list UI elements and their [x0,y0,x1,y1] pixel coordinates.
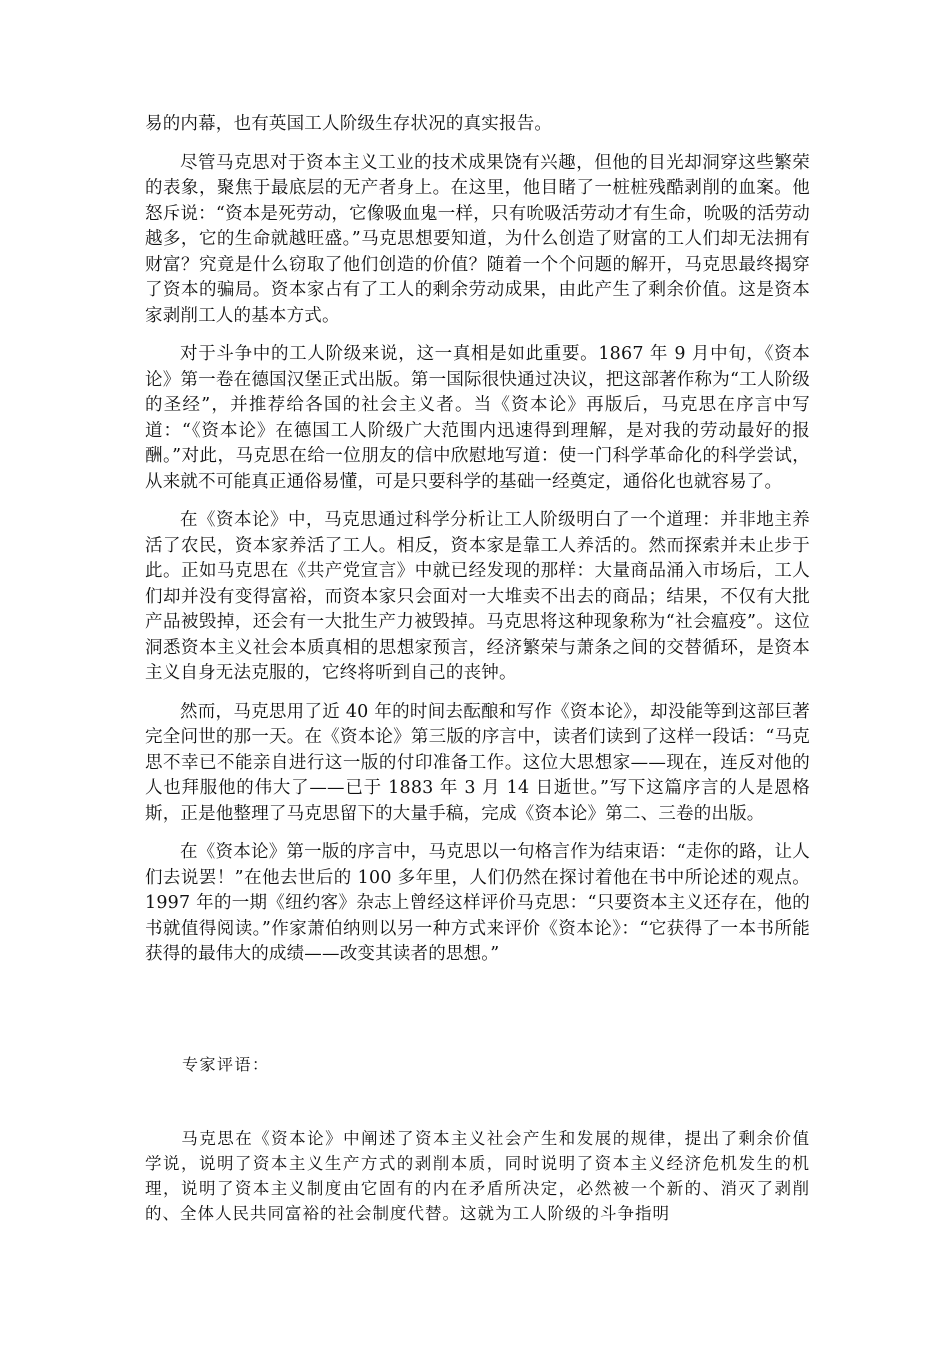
paragraph-legacy: 在《资本论》第一版的序言中，马克思以一句格言作为结束语：“走你的路，让人们去说罢！”在他去世后的 100 多年里，人们仍然在探讨着他在书中所论述的观点。1997 年的一期《纽约客》杂志上曾经这样评价马克思：“只要资本主义还存在，他的书就值得阅读。”作家萧伯纳则以另一种方式来评价《资本论》：“它获得了一本书所能获得的最伟大的成绩——改变其读者的思想。” [145,842,810,964]
paragraph-engels-preface: 然而，马克思用了近 40 年的时间去酝酿和写作《资本论》，却没能等到这部巨著完全问世的那一天。在《资本论》第三版的序言中，读者们读到了这样一段话：“马克思不幸已不能亲自进行这一版的付印准备工作。这位大思想家——现在，连反对他的人也拜服他的伟大了——已于 1883 年 3 月 14 日逝世。”写下这篇序言的人是恩格斯，正是他整理了马克思留下的大量手稿，完成《资本论》第二、三卷的出版。 [145,701,810,824]
expert-comment-heading: 专家评语： [182,1055,270,1074]
expert-comment-text: 马克思在《资本论》中阐述了资本主义社会产生和发展的规律，提出了剩余价值学说，说明了资本主义生产方式的剥削本质，同时说明了资本主义经济危机发生的机理，说明了资本主义制度由它固有的内在矛盾所决定，必然被一个新的、消灭了剥削的、全体人民共同富裕的社会制度代替。这就为工人阶级的斗争指明 [145,1129,810,1223]
paragraph-publication: 对于斗争中的工人阶级来说，这一真相是如此重要。1867 年 9 月中旬，《资本论》第一卷在德国汉堡正式出版。第一国际很快通过决议，把这部著作称为“工人阶级的圣经”，并推荐给各国的社会主义者。当《资本论》再版后，马克思在序言中写道：“《资本论》在德国工人阶级广大范围内迅速得到理解，是对我的劳动最好的报酬。”对此，马克思在给一位朋友的信中欣慰地写道：使一门科学革命化的科学尝试，从来就不可能真正通俗易懂，可是只要科学的基础一经奠定，通俗化也就容易了。 [145,344,810,492]
article-body [145,112,810,981]
paragraph-social-plague: 在《资本论》中，马克思通过科学分析让工人阶级明白了一个道理：并非地主养活了农民，资本家养活了工人。相反，资本家是靠工人养活的。然而探索并未止步于此。正如马克思在《共产党宣言》中就已经发现的那样：大量商品涌入市场后，工人们却并没有变得富裕，而资本家只会面对一大堆卖不出去的商品；结果，不仅有大批产品被毁掉，还会有一大批生产力被毁掉。马克思将这种现象称为“社会瘟疫”。这位洞悉资本主义社会本质真相的思想家预言，经济繁荣与萧条之间的交替循环，是资本主义自身无法克服的，它终将听到自己的丧钟。 [145,510,810,683]
paragraph-continued: 易的内幕，也有英国工人阶级生存状况的真实报告。 [145,114,553,134]
paragraph-surplus-value: 尽管马克思对于资本主义工业的技术成果饶有兴趣，但他的目光却洞穿这些繁荣的表象，聚焦于最底层的无产者身上。在这里，他目睹了一桩桩残酷剥削的血案。他怒斥说：“资本是死劳动，它像吸血鬼一样，只有吮吸活劳动才有生命，吮吸的活劳动越多，它的生命就越旺盛。”马克思想要知道，为什么创造了财富的工人们却无法拥有财富？究竟是什么窃取了他们创造的价值？随着一个个问题的解开，马克思最终揭穿了资本的骗局。资本家占有了工人的剩余劳动成果，由此产生了剩余价值。这是资本家剥削工人的基本方式。 [145,152,810,326]
